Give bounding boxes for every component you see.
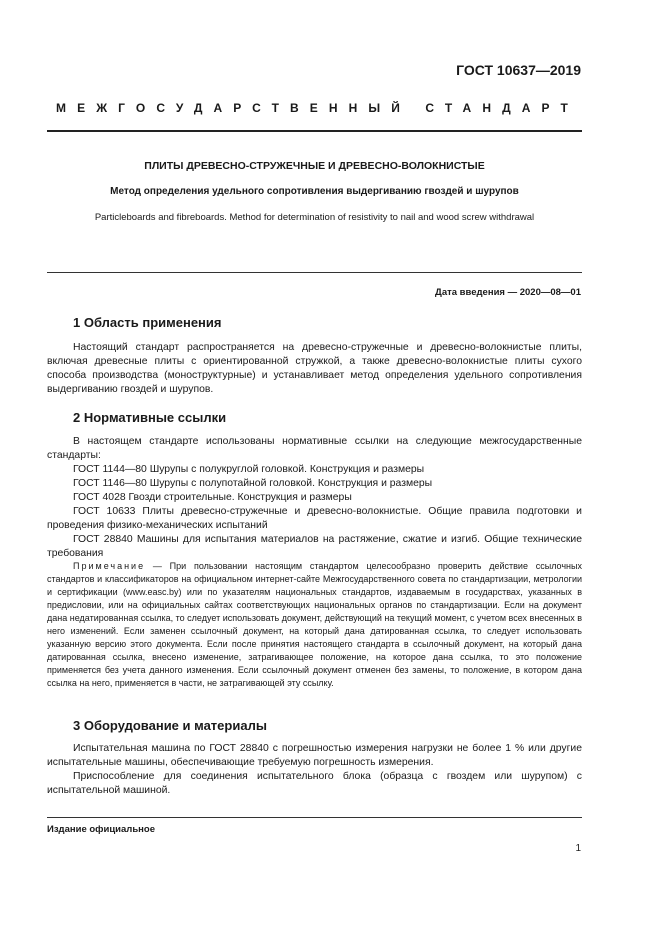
reference-item: ГОСТ 4028 Гвозди строительные. Конструкция и размеры — [73, 492, 352, 503]
section-1-text: Настоящий стандарт распространяется на древесно-стружечные и древесно-волокнистые плиты, включая древесные плиты с ориентированной стружкой, а также древесно-волокнистые плиты сухого способа производства (моноструктурные) и устанавливает метод определения удельного сопротивления выдергиванию гвоздей и шурупов. — [47, 342, 582, 395]
interstate-standard-label: МЕЖГОСУДАРСТВЕННЫЙ СТАНДАРТ — [56, 101, 579, 115]
section-3-heading: 3 Оборудование и материалы — [73, 718, 267, 733]
document-title: ПЛИТЫ ДРЕВЕСНО-СТРУЖЕЧНЫЕ И ДРЕВЕСНО-ВОЛОКНИСТЫЕ — [144, 160, 485, 172]
reference-item: ГОСТ 28840 Машины для испытания материалов на растяжение, сжатие и изгиб. Общие технические требования — [47, 534, 582, 559]
references-note — [47, 560, 582, 690]
section-3-text — [47, 742, 582, 798]
reference-item: ГОСТ 1144—80 Шурупы с полукруглой головкой. Конструкция и размеры — [73, 464, 425, 475]
equipment-paragraph: Испытательная машина по ГОСТ 28840 с погрешностью измерения нагрузки не более 1 % или другие испытательные машины, обеспечивающие требуемую погрешность измерения. — [47, 743, 582, 768]
normative-references — [47, 435, 582, 561]
reference-item: ГОСТ 10633 Плиты древесно-стружечные и древесно-волокнистые. Общие правила подготовки и проведения физико-механических испытаний — [47, 506, 582, 531]
english-title: Particleboards and fibreboards. Method for determination of resistivity to nail and wood screw withdrawal — [94, 212, 535, 223]
footer-divider — [47, 817, 582, 818]
official-edition: Издание официальное — [47, 824, 155, 835]
title-divider — [47, 272, 582, 273]
reference-item: ГОСТ 1146—80 Шурупы с полупотайной головкой. Конструкция и размеры — [73, 478, 433, 489]
method-title: Метод определения удельного сопротивления выдергиванию гвоздей и шурупов — [110, 186, 519, 197]
note-label: Примечание — [73, 561, 146, 571]
page-number: 1 — [575, 843, 581, 854]
note-text: — При пользовании настоящим стандартом целесообразно проверить действие ссылочных стандартов и классификаторов на официальном интернет-сайте Межгосударственного совета по стандартизации, метрологии и сертификации (www.easc.by) или по указателям национальных стандартов, издаваемым в государствах, указанных в предисловии, или на официальных сайтах соответствующих национальных органов по стандартизации. Если на документ дана недатированная ссылка, то следует использовать документ, действующий на текущий момент, с учетом всех внесенных в него изменений. Если заменен ссылочный документ, на который дана датированная ссылка, то следует использовать указанную версию этого документа. Если после принятия настоящего стандарта в ссылочный документ, на который дана датированная ссылка, внесено изменение, затрагивающее положение, на которое дана ссылка, то это положение применяется без учета данного изменения. Если ссылочный документ отменен без замены, то положение, в котором дана ссылка на него, применяется в части, не затрагивающей эту ссылку. — [47, 561, 582, 688]
equipment-paragraph: Приспособление для соединения испытательного блока (образца с гвоздем или шурупом) с испытательной машиной. — [47, 771, 582, 796]
references-intro: В настоящем стандарте использованы нормативные ссылки на следующие межгосударственные стандарты: — [47, 436, 582, 461]
section-2-heading: 2 Нормативные ссылки — [73, 410, 227, 425]
header-divider — [47, 130, 582, 132]
section-1-heading: 1 Область применения — [73, 315, 222, 330]
standard-code: ГОСТ 10637—2019 — [456, 62, 581, 78]
introduction-date: Дата введения — 2020—08—01 — [435, 287, 581, 298]
